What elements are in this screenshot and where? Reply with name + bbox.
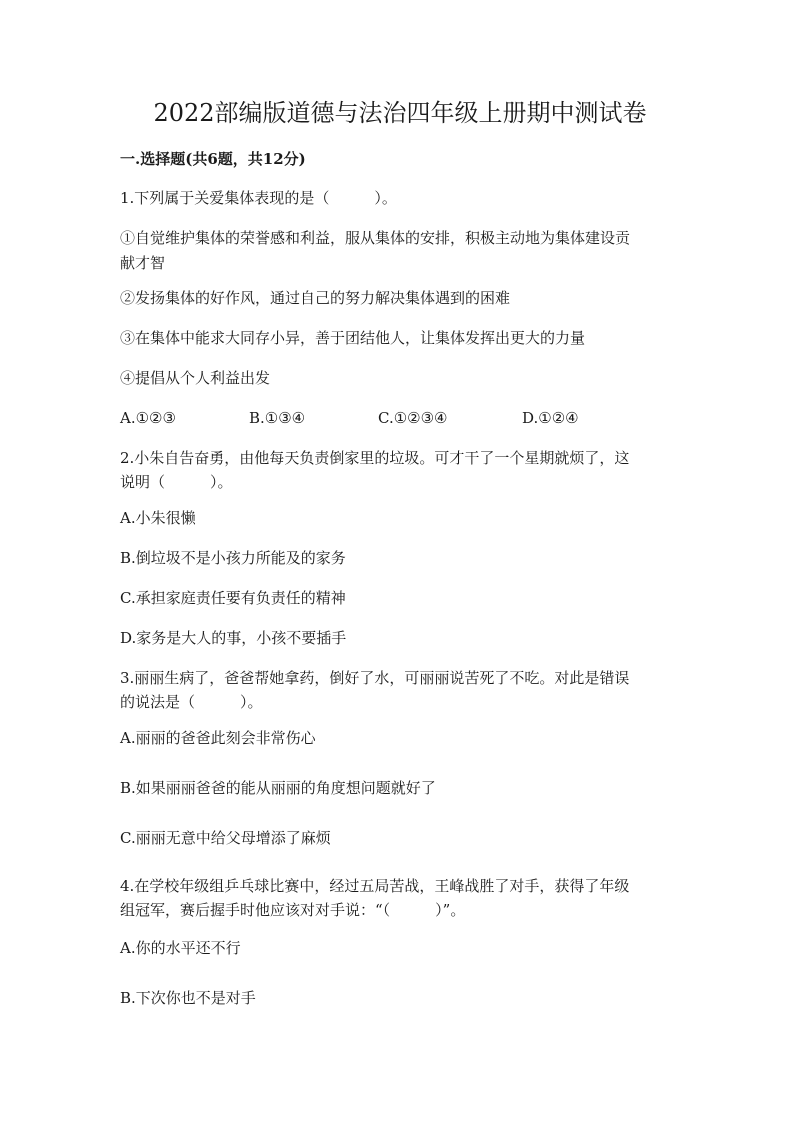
section-heading: 一.选择题(共6题，共12分) [120,150,306,168]
question-1-item-1-cont: 献才智 [120,254,166,272]
page-title: 2022部编版道德与法治四年级上册期中测试卷 [153,99,647,127]
question-1-item-3: ③在集体中能求大同存小异，善于团结他人，让集体发挥出更大的力量 [120,329,586,347]
question-4-option-b: B.下次你也不是对手 [120,989,256,1007]
question-3-option-a: A.丽丽的爸爸此刻会非常伤心 [120,729,316,747]
question-1-item-4: ④提倡从个人利益出发 [120,369,271,387]
question-4-stem: 4.在学校年级组乒乓球比赛中，经过五局苦战，王峰战胜了对手，获得了年级 [120,877,630,895]
question-2-option-b: B.倒垃圾不是小孩力所能及的家务 [120,549,346,567]
question-4-stem-cont: 组冠军，赛后握手时他应该对对手说：“（ ）”。 [120,901,466,919]
question-4-option-a: A.你的水平还不行 [120,939,241,957]
question-1-choice-b: B.①③④ [249,409,306,427]
question-3-option-b: B.如果丽丽爸爸的能从丽丽的角度想问题就好了 [120,779,436,797]
question-2-stem-cont: 说明（ ）。 [120,473,233,491]
question-1-choice-a: A.①②③ [120,409,176,427]
question-3-stem: 3.丽丽生病了，爸爸帮她拿药，倒好了水，可丽丽说苦死了不吃。对此是错误 [120,669,630,687]
question-3-option-c: C.丽丽无意中给父母增添了麻烦 [120,829,331,847]
question-1-choice-d: D.①②④ [522,409,579,427]
question-1-item-1: ①自觉维护集体的荣誉感和利益，服从集体的安排，积极主动地为集体建设贡 [120,229,631,247]
question-2-option-a: A.小朱很懒 [120,509,196,527]
question-1-choice-c: C.①②③④ [378,409,448,427]
question-2-option-c: C.承担家庭责任要有负责任的精神 [120,589,346,607]
question-1-item-2: ②发扬集体的好作风，通过自己的努力解决集体遇到的困难 [120,289,511,307]
question-1-stem: 1.下列属于关爱集体表现的是（ ）。 [120,189,397,207]
question-2-stem: 2.小朱自告奋勇，由他每天负责倒家里的垃圾。可才干了一个星期就烦了，这 [120,449,630,467]
question-2-option-d: D.家务是大人的事，小孩不要插手 [120,629,347,647]
question-3-stem-cont: 的说法是（ ）。 [120,693,263,711]
